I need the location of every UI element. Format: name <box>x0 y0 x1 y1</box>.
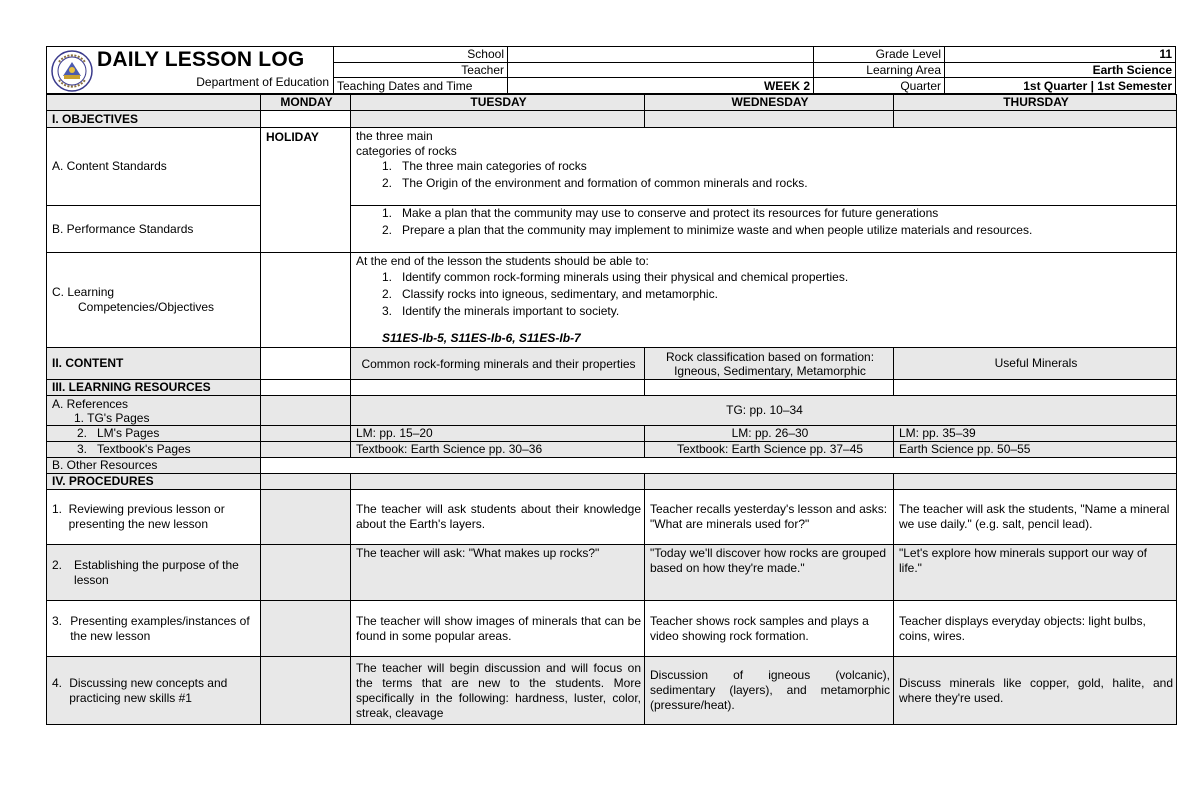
logo-area <box>46 46 333 94</box>
procedure-label-text-1: Reviewing previous lesson or presenting the new lesson <box>68 502 225 531</box>
textbook-thursday: Earth Science pp. 50–55 <box>894 442 1177 458</box>
school-label: School <box>334 47 508 63</box>
procedures-heading-row <box>47 474 1177 490</box>
objectives-heading: I. OBJECTIVES <box>47 111 261 128</box>
area-value[interactable]: Earth Science <box>945 62 1176 78</box>
department-name: Department of Education <box>196 75 329 89</box>
content-intro-1: the three main <box>356 129 433 143</box>
procedure-4-wednesday: Discussion of igneous (volcanic), sedimentary (layers), and metamorphic (pressure/heat). <box>645 657 894 725</box>
textbook-label: Textbook's Pages <box>97 442 191 456</box>
document-title: DAILY LESSON LOG <box>97 48 305 71</box>
content-item-1: The three main categories of rocks <box>402 159 587 173</box>
references-row <box>47 396 1177 426</box>
other-resources-row <box>47 458 1177 474</box>
procedure-row-4 <box>47 657 1177 725</box>
procedure-row-3 <box>47 601 1177 657</box>
textbook-row: 3. Textbook's Pages Textbook: Earth Science pp. 30–36 Textbook: Earth Science pp. 37–45 Earth Science pp. 50–55 <box>47 442 1177 458</box>
procedure-3-wednesday: Teacher shows rock samples and plays a video showing rock formation. <box>645 601 894 657</box>
procedure-num-3: 3. <box>52 613 63 628</box>
competencies-label-2: Competencies/Objectives <box>78 300 215 314</box>
procedure-row-2 <box>47 545 1177 601</box>
competencies-row <box>47 253 1177 348</box>
procedure-1-tuesday: The teacher will ask students about their knowledge about the Earth's layers. <box>351 490 645 545</box>
quarter-value[interactable]: 1st Quarter | 1st Semester <box>945 78 1176 94</box>
lm-thursday: LM: pp. 35–39 <box>894 426 1177 442</box>
tg-label: 1. TG's Pages <box>74 410 150 425</box>
procedure-label-3 <box>47 601 261 657</box>
references-heading: A. References <box>52 396 129 411</box>
content-item-2: The Origin of the environment and formation of common minerals and rocks. <box>402 176 808 190</box>
content-wednesday: Rock classification based on formation: Igneous, Sedimentary, Metamorphic <box>645 348 894 380</box>
lm-label: LM's Pages <box>97 426 160 440</box>
monday-holiday: HOLIDAY <box>261 128 351 253</box>
competency-item-3: Identify the minerals important to society. <box>402 304 620 318</box>
content-tuesday: Common rock-forming minerals and their properties <box>351 348 645 380</box>
competencies-label-1: C. Learning <box>52 285 115 299</box>
quarter-label: Quarter <box>814 78 945 94</box>
procedure-1-thursday: The teacher will ask the students, "Name a mineral we use daily." (e.g. salt, pencil lead). <box>894 490 1177 545</box>
procedure-3-tuesday: The teacher will show images of minerals that can be found in some popular areas. <box>351 601 645 657</box>
textbook-wednesday: Textbook: Earth Science pp. 37–45 <box>645 442 894 458</box>
day-wednesday: WEDNESDAY <box>645 95 894 111</box>
competency-item-1: Identify common rock-forming minerals using their physical and chemical properties. <box>402 270 849 284</box>
competencies-label <box>47 253 261 348</box>
competencies-intro: At the end of the lesson the students should be able to: <box>356 254 649 268</box>
header <box>46 46 1176 94</box>
competency-codes: S11ES-Ib-5, S11ES-Ib-6, S11ES-Ib-7 <box>382 331 581 345</box>
other-resources-label: B. Other Resources <box>47 458 261 474</box>
textbook-tuesday: Textbook: Earth Science pp. 30–36 <box>351 442 645 458</box>
lm-wednesday: LM: pp. 26–30 <box>645 426 894 442</box>
competencies-text: At the end of the lesson the students should be able to: 1. Identify common rock-forming minerals using their physical and chemical properties. 2. Classify rocks into igneous, sedimentary, and metamorphic. 3. Identify the minerals important to society. S11ES-Ib-5, S11ES-Ib-6, S11ES-Ib-7 <box>351 253 1177 348</box>
week-value[interactable]: WEEK 2 <box>508 78 814 94</box>
day-thursday: THURSDAY <box>894 95 1177 111</box>
resources-heading: III. LEARNING RESOURCES <box>47 380 261 396</box>
grade-label: Grade Level <box>814 47 945 63</box>
procedure-num-2: 2. <box>52 557 63 572</box>
procedure-label-4 <box>47 657 261 725</box>
day-header-row <box>47 95 1177 111</box>
lesson-table <box>46 94 1177 725</box>
competency-item-2: Classify rocks into igneous, sedimentary, and metamorphic. <box>402 287 718 301</box>
procedure-num-1: 1. <box>52 502 63 516</box>
procedure-num-4: 4. <box>52 675 63 690</box>
content-standards-text: the three main categories of rocks 1. The three main categories of rocks 2. The Origin of the environment and formation of common minerals and rocks. <box>351 128 1177 206</box>
dates-label: Teaching Dates and Time <box>334 78 508 94</box>
performance-standards-row <box>47 206 1177 253</box>
content-row <box>47 348 1177 380</box>
procedure-label-text-3: Presenting examples/instances of the new lesson <box>70 613 250 643</box>
procedure-row-1 <box>47 490 1177 545</box>
procedure-label-text-4: Discussing new concepts and practicing new skills #1 <box>69 675 228 705</box>
deped-seal-icon <box>51 50 93 92</box>
header-info-table <box>333 46 1176 94</box>
resources-heading-row <box>47 380 1177 396</box>
references-label <box>47 396 261 426</box>
area-label: Learning Area <box>814 62 945 78</box>
performance-standards-label: B. Performance Standards <box>47 206 261 253</box>
performance-standards-text: 1. Make a plan that the community may use to conserve and protect its resources for future generations 2. Prepare a plan that the community may implement to minimize waste and when people utilize materials and resources. <box>351 206 1177 253</box>
tg-value: TG: pp. 10–34 <box>351 396 1177 426</box>
performance-item-1: Make a plan that the community may use to conserve and protect its resources for future generations <box>402 206 939 220</box>
procedure-label-2 <box>47 545 261 601</box>
teacher-label: Teacher <box>334 62 508 78</box>
grade-value[interactable]: 11 <box>945 47 1176 63</box>
content-thursday: Useful Minerals <box>894 348 1177 380</box>
procedure-1-wednesday: Teacher recalls yesterday's lesson and asks: "What are minerals used for?" <box>645 490 894 545</box>
day-tuesday: TUESDAY <box>351 95 645 111</box>
procedure-label-text-2: Establishing the purpose of the lesson <box>74 557 239 587</box>
content-standards-label: A. Content Standards <box>47 128 261 206</box>
procedure-label-1 <box>47 490 261 545</box>
content-heading: II. CONTENT <box>47 348 261 380</box>
school-field[interactable] <box>508 47 814 63</box>
content-standards-row <box>47 128 1177 206</box>
performance-item-2: Prepare a plan that the community may implement to minimize waste and when people utilize materials and resources. <box>402 223 1033 237</box>
lesson-log-page <box>46 46 1176 725</box>
objectives-heading-row <box>47 111 1177 128</box>
content-intro-2: categories of rocks <box>356 144 457 158</box>
procedure-2-tuesday: The teacher will ask: "What makes up rocks?" <box>351 545 645 601</box>
procedure-2-thursday: "Let's explore how minerals support our way of life." <box>894 545 1177 601</box>
lm-row: 2. LM's Pages LM: pp. 15–20 LM: pp. 26–30 LM: pp. 35–39 <box>47 426 1177 442</box>
procedure-3-thursday: Teacher displays everyday objects: light bulbs, coins, wires. <box>894 601 1177 657</box>
procedure-4-tuesday: The teacher will begin discussion and will focus on the terms that are new to the students. More specifically in the following: hardness, luster, color, streak, cleavage <box>351 657 645 725</box>
day-monday: MONDAY <box>261 95 351 111</box>
procedure-4-thursday: Discuss minerals like copper, gold, halite, and where they're used. <box>894 657 1177 725</box>
procedure-2-wednesday: "Today we'll discover how rocks are grouped based on how they're made." <box>645 545 894 601</box>
procedures-heading: IV. PROCEDURES <box>47 474 261 490</box>
lm-tuesday: LM: pp. 15–20 <box>351 426 645 442</box>
teacher-field[interactable] <box>508 62 814 78</box>
